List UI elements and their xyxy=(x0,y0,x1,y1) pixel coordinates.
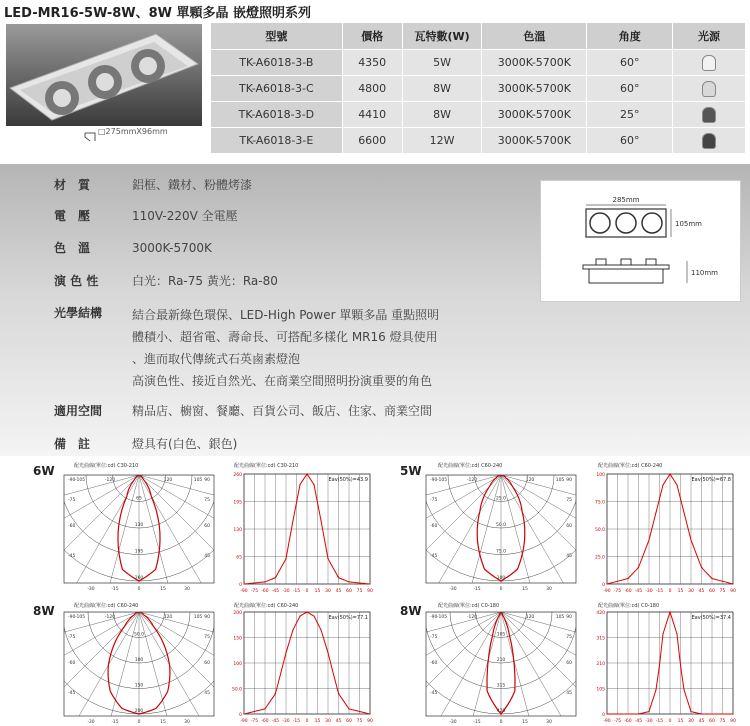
x-tick-label: 30 xyxy=(325,589,331,594)
eav-label: Eav(50%)=37.4 xyxy=(691,615,731,621)
polar-title: 配光曲線(單位:cd) C30-210 xyxy=(74,463,139,469)
x-tick-label: -45 xyxy=(634,589,643,594)
angle-label: 45 xyxy=(204,554,210,559)
angle-label: -45 xyxy=(68,691,76,696)
y-tick-label: 100 xyxy=(596,473,605,478)
angle-label: -120 xyxy=(466,478,478,483)
x-tick-label: -75 xyxy=(250,719,259,724)
cell-price: 4410 xyxy=(342,102,402,128)
ring-label: 65 xyxy=(136,496,142,502)
angle-label: -15 xyxy=(473,587,481,591)
angle-label: 75 xyxy=(566,635,572,640)
data-point xyxy=(327,558,328,559)
data-point xyxy=(701,713,702,714)
height-label: 110mm xyxy=(691,269,718,277)
angle-label: -75 xyxy=(430,498,438,503)
x-tick-label: -45 xyxy=(271,589,280,594)
y-tick-label: 25.0 xyxy=(594,555,605,561)
x-tick-label: 60 xyxy=(709,589,715,594)
property-cri: 演 色 性 白光：Ra-75 黃光：Ra-80 xyxy=(54,274,278,288)
x-tick-label: -60 xyxy=(261,589,269,594)
x-tick-label: 0 xyxy=(668,589,672,594)
data-point xyxy=(690,711,691,712)
angle-label: -75 xyxy=(430,635,438,640)
x-tick-label: -75 xyxy=(613,589,622,594)
x-tick-label: 0 xyxy=(305,589,309,594)
description-line: 結合最新綠色環保、LED-High Power 單顆多晶 重點照明 xyxy=(132,308,440,322)
angle-label: 0 xyxy=(137,720,141,724)
angle-label: 45 xyxy=(566,554,572,559)
x-tick-label: -15 xyxy=(292,589,301,594)
angle-label: -15 xyxy=(111,587,119,591)
y-tick-label: 0 xyxy=(239,713,242,718)
angle-label: 15 xyxy=(160,720,166,724)
x-tick-label: 60 xyxy=(346,589,352,594)
dimension-diagram xyxy=(540,180,741,302)
angle-label: -30 xyxy=(449,720,457,724)
data-point xyxy=(348,581,349,582)
ring-label: 25.0 xyxy=(495,496,507,502)
cell-model: TK-A6018-3-C xyxy=(211,76,343,102)
y-tick-label: 100 xyxy=(233,662,242,667)
angle-label: 90 xyxy=(566,615,572,620)
cell-source xyxy=(673,102,746,128)
data-point xyxy=(275,693,276,694)
angle-label: 105 xyxy=(193,478,203,483)
angle-label: 75 xyxy=(204,498,210,503)
cell-model: TK-A6018-3-D xyxy=(211,102,343,128)
x-tick-label: 15 xyxy=(314,589,321,594)
x-tick-label: 60 xyxy=(709,719,715,724)
data-point xyxy=(627,578,628,579)
polar-title: 配光曲線(單位:cd) C60-240 xyxy=(438,463,503,469)
y-tick-label: 105 xyxy=(596,687,605,693)
ring-label: 100 xyxy=(134,658,144,663)
eav-label: Eav(50%)=67.8 xyxy=(691,477,731,483)
angle-label: 75 xyxy=(566,498,572,503)
data-point xyxy=(369,583,370,584)
cell-angle: 60° xyxy=(587,76,673,102)
cell-watt: 8W xyxy=(402,76,482,102)
page-title: LED-MR16-5W-8W、8W 單顆多晶 嵌燈照明系列 xyxy=(4,6,312,21)
data-point xyxy=(648,711,649,712)
col-header-price: 價格 xyxy=(342,23,402,50)
angle-label: 0 xyxy=(499,720,503,724)
angle-label: 120 xyxy=(525,478,535,483)
col-header-source: 光源 xyxy=(673,23,746,50)
angle-label: -30 xyxy=(87,587,95,591)
col-header-angle: 角度 xyxy=(587,23,673,50)
angle-label: 60 xyxy=(566,661,572,666)
x-tick-label: 90 xyxy=(730,719,736,724)
data-point xyxy=(606,583,607,584)
angle-label: -105 xyxy=(436,615,448,620)
angle-label: 105 xyxy=(193,615,203,620)
eav-label: Eav(50%)=77.1 xyxy=(328,615,368,621)
ring-label: 210 xyxy=(496,658,506,663)
angle-label: 60 xyxy=(566,524,572,529)
data-point xyxy=(243,713,244,714)
data-point xyxy=(285,558,286,559)
property-application: 適用空間 精品店、櫥窗、餐廳、百貨公司、飯店、住家、商業空間 xyxy=(54,404,433,418)
x-tick-label: 75 xyxy=(356,719,363,724)
data-point xyxy=(285,652,286,653)
polar-chart xyxy=(420,469,582,591)
data-point xyxy=(655,689,656,690)
table-row xyxy=(211,76,746,102)
x-tick-label: -60 xyxy=(261,719,269,724)
cell-cct: 3000K-5700K xyxy=(482,102,587,128)
y-tick-label: 65 xyxy=(236,555,242,561)
data-point xyxy=(320,520,321,521)
x-tick-label: 45 xyxy=(698,719,705,724)
data-point xyxy=(606,713,607,714)
cell-cct: 3000K-5700K xyxy=(482,50,587,76)
angle-label: -105 xyxy=(74,615,86,620)
description-line: 、進而取代傳統式石英鹵素燈泡 xyxy=(132,352,301,366)
y-tick-label: 315 xyxy=(596,636,605,642)
angle-label: -120 xyxy=(466,615,478,620)
table-row xyxy=(211,50,746,76)
angle-label: -90 xyxy=(68,478,76,483)
cartesian-title: 配光曲線(單位:cd) C0-180 xyxy=(598,603,660,609)
polar-chart xyxy=(58,606,220,724)
angle-label: 105 xyxy=(555,478,565,483)
angle-label: -75 xyxy=(68,635,76,640)
y-tick-label: 200 xyxy=(233,611,242,616)
data-point xyxy=(338,577,339,578)
ring-label: 100 xyxy=(496,576,506,581)
ring-label: 195 xyxy=(134,549,144,555)
cell-watt: 12W xyxy=(402,128,482,154)
table-row xyxy=(211,128,746,154)
angle-label: -105 xyxy=(436,478,448,483)
bulb-icon xyxy=(702,133,716,149)
angle-label: -60 xyxy=(68,524,76,529)
y-tick-label: 420 xyxy=(596,611,605,616)
cell-angle: 60° xyxy=(587,50,673,76)
data-point xyxy=(690,539,691,540)
product-photo xyxy=(6,24,202,126)
data-point xyxy=(676,633,677,634)
angle-label: -45 xyxy=(68,554,76,559)
data-point xyxy=(299,484,300,485)
data-point xyxy=(306,473,307,474)
angle-label: 120 xyxy=(163,615,173,620)
eav-label: Eav(50%)=43.9 xyxy=(328,477,368,483)
property-material: 材 質 鋁框、鐵材、粉體烤漆 xyxy=(54,178,253,192)
x-tick-label: 75 xyxy=(356,589,363,594)
x-tick-label: 45 xyxy=(335,589,342,594)
data-point xyxy=(711,578,712,579)
angle-label: 45 xyxy=(204,691,210,696)
angle-label: -120 xyxy=(104,478,116,483)
cell-source xyxy=(673,50,746,76)
photo-size-note: □275mmX96mm xyxy=(98,127,168,136)
data-point xyxy=(275,577,276,578)
cell-watt: 5W xyxy=(402,50,482,76)
angle-label: 90 xyxy=(566,478,572,483)
x-tick-label: 60 xyxy=(346,719,352,724)
ring-label: 260 xyxy=(134,576,144,581)
x-tick-label: -15 xyxy=(655,719,664,724)
property-remark: 備 註 燈具有(白色、銀色) xyxy=(54,437,238,451)
col-header-watt: 瓦特數(W) xyxy=(402,23,482,50)
x-tick-label: 15 xyxy=(677,719,684,724)
depth-label: 105mm xyxy=(675,220,702,228)
angle-label: 0 xyxy=(137,587,141,591)
ring-label: 420 xyxy=(496,709,506,714)
data-point xyxy=(638,713,639,714)
ring-label: 130 xyxy=(134,523,144,528)
data-point xyxy=(732,583,733,584)
angle-label: 15 xyxy=(522,587,528,591)
table-header-row xyxy=(211,23,746,50)
watt-label-8w-b: 8W xyxy=(400,604,422,618)
x-tick-label: 45 xyxy=(698,589,705,594)
spec-table xyxy=(210,22,746,154)
angle-label: -30 xyxy=(87,720,95,724)
y-tick-label: 50.0 xyxy=(231,687,242,693)
dimension-icon xyxy=(84,127,96,146)
x-tick-label: 30 xyxy=(325,719,331,724)
data-point xyxy=(264,581,265,582)
angle-label: -60 xyxy=(68,661,76,666)
data-point xyxy=(327,652,328,653)
y-tick-label: 0 xyxy=(602,583,605,588)
cartesian-chart xyxy=(226,470,374,594)
data-point xyxy=(648,539,649,540)
cell-price: 6600 xyxy=(342,128,402,154)
angle-label: -15 xyxy=(473,720,481,724)
data-point xyxy=(638,567,639,568)
data-point xyxy=(676,484,677,485)
x-tick-label: 90 xyxy=(367,589,373,594)
watt-label-8w: 8W xyxy=(33,604,55,618)
cell-source xyxy=(673,76,746,102)
data-point xyxy=(669,611,670,612)
bulb-icon xyxy=(702,55,716,71)
angle-label: 120 xyxy=(525,615,535,620)
angle-label: -105 xyxy=(74,478,86,483)
polar-title: 配光曲線(單位:cd) C60-240 xyxy=(74,603,139,609)
angle-label: -30 xyxy=(449,587,457,591)
data-point xyxy=(683,512,684,513)
cell-model: TK-A6018-3-B xyxy=(211,50,343,76)
ring-label: 75.0 xyxy=(495,549,507,555)
angle-label: 105 xyxy=(555,615,565,620)
angle-label: -75 xyxy=(68,498,76,503)
y-tick-label: 195 xyxy=(233,500,242,506)
polar-title: 配光曲線(單位:cd) C0-180 xyxy=(438,603,500,609)
data-point xyxy=(659,665,660,666)
angle-label: -45 xyxy=(430,554,438,559)
data-point xyxy=(662,484,663,485)
bulb-icon xyxy=(702,81,716,97)
ring-label: 150 xyxy=(134,683,144,689)
angle-label: 60 xyxy=(204,524,210,529)
cell-price: 4350 xyxy=(342,50,402,76)
data-point xyxy=(243,583,244,584)
x-tick-label: -30 xyxy=(645,719,653,724)
angle-label: 30 xyxy=(184,587,190,591)
angle-label: 75 xyxy=(204,635,210,640)
x-tick-label: -45 xyxy=(634,719,643,724)
data-point xyxy=(680,665,681,666)
property-cct: 色 溫 3000K-5700K xyxy=(54,241,212,255)
description-line: 高演色性、接近自然光、在商業空間照明扮演重要的角色 xyxy=(132,374,433,388)
watt-label-5w: 5W xyxy=(400,464,422,478)
ring-label: 315 xyxy=(496,683,506,689)
x-tick-label: 0 xyxy=(305,719,309,724)
angle-label: -90 xyxy=(68,615,76,620)
property-voltage: 電 壓 110V-220V 全電壓 xyxy=(54,209,238,223)
data-point xyxy=(338,693,339,694)
data-point xyxy=(264,708,265,709)
optics-description xyxy=(132,304,439,392)
x-tick-label: -45 xyxy=(271,719,280,724)
polar-chart xyxy=(58,469,220,591)
cell-angle: 25° xyxy=(587,102,673,128)
x-tick-label: -90 xyxy=(603,589,611,594)
x-tick-label: 45 xyxy=(335,719,342,724)
data-point xyxy=(313,484,314,485)
data-point xyxy=(732,713,733,714)
x-tick-label: -60 xyxy=(624,589,632,594)
watt-label-6w: 6W xyxy=(33,464,55,478)
x-tick-label: -75 xyxy=(613,719,622,724)
col-header-cct: 色溫 xyxy=(482,23,587,50)
x-tick-label: 15 xyxy=(314,719,321,724)
x-tick-label: 30 xyxy=(688,719,694,724)
x-tick-label: 90 xyxy=(367,719,373,724)
angle-label: -15 xyxy=(111,720,119,724)
angle-label: -45 xyxy=(430,691,438,696)
angle-label: 90 xyxy=(204,478,210,483)
x-tick-label: 90 xyxy=(730,589,736,594)
data-point xyxy=(655,512,656,513)
angle-label: 30 xyxy=(184,720,190,724)
x-tick-label: -75 xyxy=(250,589,259,594)
ring-label: 200 xyxy=(134,709,144,714)
x-tick-label: -90 xyxy=(603,719,611,724)
cell-source xyxy=(673,128,746,154)
angle-label: -120 xyxy=(104,615,116,620)
angle-label: 120 xyxy=(163,478,173,483)
x-tick-label: 30 xyxy=(688,589,694,594)
cartesian-chart xyxy=(589,608,737,724)
width-label: 285mm xyxy=(612,196,640,204)
cartesian-title: 配光曲線(單位:cd) C30-210 xyxy=(234,463,299,469)
angle-label: 60 xyxy=(204,661,210,666)
table-row xyxy=(211,102,746,128)
data-point xyxy=(320,629,321,630)
y-tick-label: 260 xyxy=(233,473,242,478)
x-tick-label: -60 xyxy=(624,719,632,724)
x-tick-label: -30 xyxy=(282,589,290,594)
ring-label: 50.0 xyxy=(495,523,507,528)
angle-label: 90 xyxy=(204,615,210,620)
data-point xyxy=(369,713,370,714)
cartesian-title: 配光曲線(單位:cd) C60-240 xyxy=(598,463,663,469)
data-point xyxy=(669,473,670,474)
y-tick-label: 50.0 xyxy=(594,528,605,533)
x-tick-label: -90 xyxy=(240,589,248,594)
angle-label: 15 xyxy=(522,720,528,724)
x-tick-label: 0 xyxy=(668,719,672,724)
data-point xyxy=(313,615,314,616)
description-line: 體積小、超省電、壽命長、可搭配多樣化 MR16 燈具使用 xyxy=(132,330,438,344)
cell-model: TK-A6018-3-E xyxy=(211,128,343,154)
col-header-model: 型號 xyxy=(211,23,343,50)
y-tick-label: 210 xyxy=(596,662,605,667)
angle-label: -60 xyxy=(430,661,438,666)
data-point xyxy=(701,567,702,568)
cartesian-chart xyxy=(589,470,737,594)
data-point xyxy=(683,689,684,690)
y-tick-label: 75.0 xyxy=(594,500,605,506)
cell-cct: 3000K-5700K xyxy=(482,76,587,102)
x-tick-label: 75 xyxy=(719,589,726,594)
x-tick-label: -30 xyxy=(645,589,653,594)
property-optics: 光學結構 xyxy=(54,306,103,320)
angle-label: 15 xyxy=(160,587,166,591)
angle-label: 45 xyxy=(566,691,572,696)
ring-label: 105 xyxy=(496,632,506,638)
cell-watt: 8W xyxy=(402,102,482,128)
angle-label: -60 xyxy=(430,524,438,529)
polar-chart xyxy=(420,606,582,724)
y-tick-label: 130 xyxy=(233,528,242,533)
y-tick-label: 150 xyxy=(233,636,242,642)
data-point xyxy=(306,611,307,612)
y-tick-label: 0 xyxy=(602,713,605,718)
cell-cct: 3000K-5700K xyxy=(482,128,587,154)
x-tick-label: -90 xyxy=(240,719,248,724)
angle-label: 30 xyxy=(546,720,552,724)
x-tick-label: -15 xyxy=(292,719,301,724)
x-tick-label: -15 xyxy=(655,589,664,594)
ring-label: 50.0 xyxy=(133,632,145,638)
data-point xyxy=(662,633,663,634)
y-tick-label: 0 xyxy=(239,583,242,588)
bulb-icon xyxy=(702,107,716,123)
x-tick-label: -30 xyxy=(282,719,290,724)
angle-label: -90 xyxy=(430,478,438,483)
data-point xyxy=(348,708,349,709)
cartesian-chart xyxy=(226,608,374,724)
angle-label: 0 xyxy=(499,587,503,591)
data-point xyxy=(292,520,293,521)
cell-angle: 60° xyxy=(587,128,673,154)
cartesian-title: 配光曲線(單位:cd) C60-240 xyxy=(234,603,299,609)
angle-label: -90 xyxy=(430,615,438,620)
x-tick-label: 15 xyxy=(677,589,684,594)
angle-label: 30 xyxy=(546,587,552,591)
x-tick-label: 75 xyxy=(719,719,726,724)
data-point xyxy=(292,629,293,630)
data-point xyxy=(299,615,300,616)
cell-price: 4800 xyxy=(342,76,402,102)
